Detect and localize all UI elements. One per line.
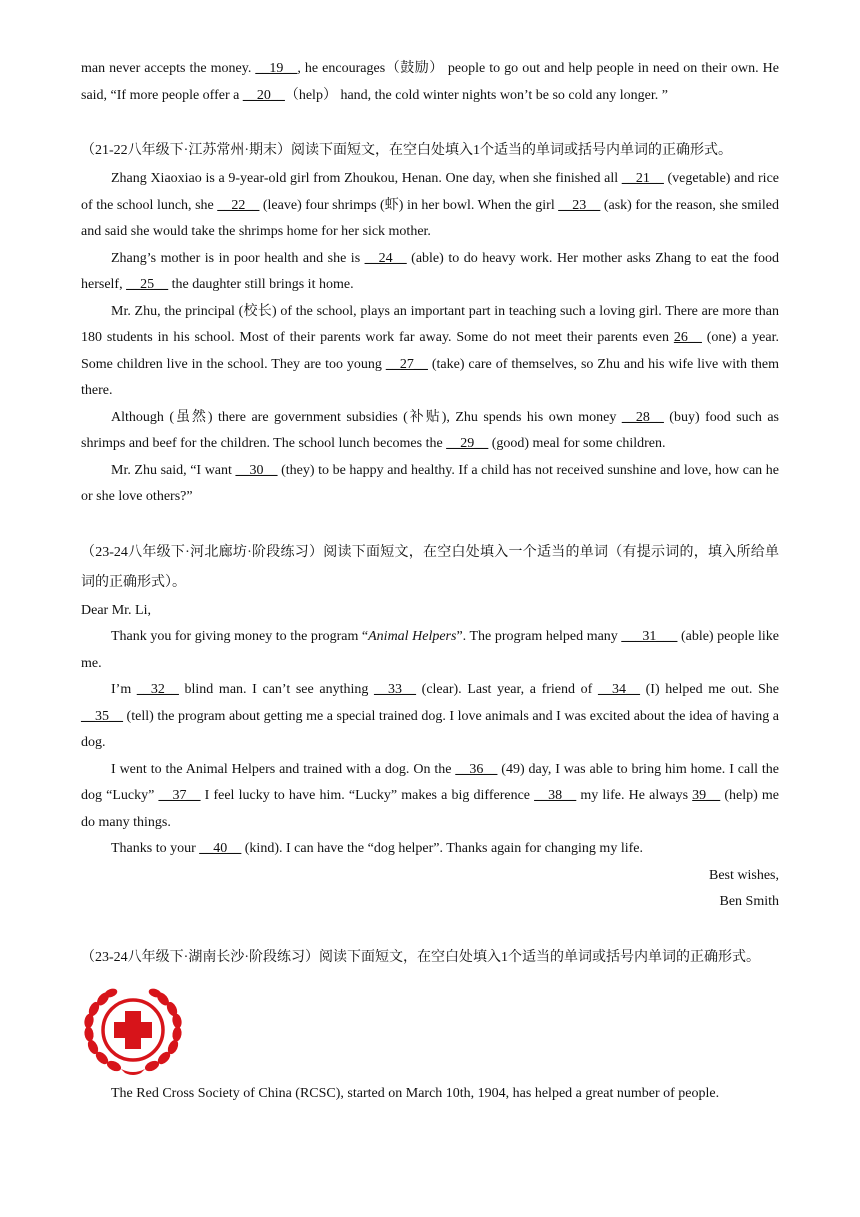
text-run: （help） hand, the cold winter nights won’t be so cold any longer. ”: [284, 87, 668, 103]
text-run: (clear). Last year, a friend of: [416, 682, 598, 697]
passage3-paragraph: [81, 677, 779, 757]
passage4-first-line: The Red Cross Society of China (RCSC), started on March 10th, 1904, has helped a great number of people.: [111, 1085, 720, 1101]
passage2-paragraph: [81, 405, 779, 458]
text-run: blind man. I can’t see anything: [178, 682, 375, 697]
text-run: my life. He always: [576, 788, 693, 803]
text-run: (take) care of themselves, so Zhu and his wife live with them there.: [81, 356, 779, 398]
letter-signature: Ben Smith: [719, 894, 779, 909]
italic-text: Animal Helpers: [368, 629, 457, 644]
answer-blank: __37__: [158, 788, 201, 803]
passage2-source: （21-22八年级下·江苏常州·期末）阅读下面短文，在空白处填入1个适当的单词或括号内单词的正确形式。: [81, 143, 732, 158]
text-run: Mr. Zhu said, “I want: [111, 462, 236, 478]
passage3-source: （23-24八年级下·河北廊坊·阶段练习）阅读下面短文，在空白处填入一个适当的单词（有提示词的，填入所给单词的正确形式）。: [81, 544, 779, 590]
answer-blank: __27__: [385, 356, 428, 372]
text-run: (good) meal for some children.: [488, 436, 666, 451]
answer-blank: __38__: [534, 788, 577, 803]
text-run: Zhang Xiaoxiao is a 9-year-old girl from Zhoukou, Henan. One day, when she finished all: [111, 171, 622, 186]
passage2-paragraph: [81, 246, 779, 299]
document-page: [81, 56, 779, 1107]
passage2-paragraph: [81, 458, 779, 511]
answer-blank: __25__: [126, 277, 169, 292]
text-run: Mr. Zhu, the principal (校长) of the school, plays an important part in teaching such a loving girl. There are more than 180 students in his school. Most of their parents work far away. Some do not meet their parents even: [81, 303, 779, 345]
answer-blank: __29__: [446, 436, 489, 451]
text-run: (buy) food such as shrimps and beef for the children. The school lunch becomes the: [81, 409, 780, 451]
answer-blank: __23__: [558, 197, 601, 213]
passage2-paragraph: [81, 299, 779, 405]
text-run: I feel lucky to have him. “Lucky” makes a big difference: [200, 788, 535, 803]
passage4-source: （23-24八年级下·湖南长沙·阶段练习）阅读下面短文，在空白处填入1个适当的单词或括号内单词的正确形式。: [81, 949, 760, 965]
text-run: man never accepts the money.: [81, 61, 256, 76]
red-cross-emblem-icon: [81, 983, 185, 1075]
text-run: (able) to do heavy work. Her mother asks Zhang to eat the food herself,: [81, 250, 779, 292]
text-run: (one) a year. Some children live in the school. They are too young: [81, 330, 779, 372]
answer-blank: __21__: [621, 171, 664, 186]
answer-blank: ___31___: [621, 629, 678, 644]
text-run: (49) day, I was able to bring him home. I call the dog “Lucky”: [81, 761, 779, 803]
passage3-paragraph: [81, 836, 779, 863]
text-run: Thanks to your: [111, 841, 200, 856]
passage3-paragraph: [81, 757, 779, 837]
answer-blank: __28__: [621, 409, 664, 425]
text-run: Zhang’s mother is in poor health and she is: [111, 250, 365, 266]
text-run: Thank you for giving money to the program “: [111, 629, 369, 644]
passage2-paragraph: [81, 166, 779, 246]
answer-blank: __19__: [255, 61, 298, 76]
text-run: (help) me do many things.: [81, 788, 780, 830]
text-run: the daughter still brings it home.: [168, 277, 354, 292]
passage3-paragraph: [81, 624, 779, 677]
text-run: (able) people like me.: [81, 629, 780, 671]
answer-blank: __20__: [242, 87, 285, 103]
answer-blank: __34__: [597, 682, 640, 697]
text-run: (tell) the program about getting me a special trained dog. I love animals and I was excited about the idea of having a dog.: [81, 708, 779, 750]
text-run: (leave) four shrimps (虾) in her bowl. When the girl: [259, 197, 559, 213]
text-run: I’m: [111, 682, 137, 697]
answer-blank: __32__: [136, 682, 179, 697]
text-run: (vegetable) and rice of the school lunch, she: [81, 171, 780, 213]
text-run: I went to the Animal Helpers and trained with a dog. On the: [111, 761, 456, 777]
answer-blank: __22__: [217, 197, 260, 213]
letter-closing: Best wishes,: [709, 867, 779, 883]
answer-blank: 26__: [673, 330, 702, 345]
answer-blank: __35__: [81, 708, 123, 724]
answer-blank: __30__: [235, 462, 278, 478]
passage1-text: [81, 56, 779, 109]
text-run: Although (虽然) there are government subsidies (补贴), Zhu spends his own money: [111, 409, 622, 425]
text-run: (ask) for the reason, she smiled and said she would take the shrimps home for her sick mother.: [81, 197, 779, 239]
text-run: (they) to be happy and healthy. If a child has not received sunshine and love, how can he or she love others?”: [81, 462, 779, 504]
text-run: , he encourages（鼓励） people to go out and help people in need on their own. He said, “If more people offer a: [81, 61, 779, 103]
answer-blank: __40__: [199, 841, 242, 856]
answer-blank: __33__: [374, 682, 417, 697]
text-run: (kind). I can have the “dog helper”. Thanks again for changing my life.: [241, 841, 643, 856]
letter-greeting: Dear Mr. Li,: [81, 602, 151, 618]
answer-blank: 39__: [692, 788, 721, 803]
text-run: ”. The program helped many: [456, 629, 622, 644]
answer-blank: __24__: [364, 250, 407, 266]
answer-blank: __36__: [455, 761, 498, 777]
text-run: (I) helped me out. She: [639, 682, 780, 697]
